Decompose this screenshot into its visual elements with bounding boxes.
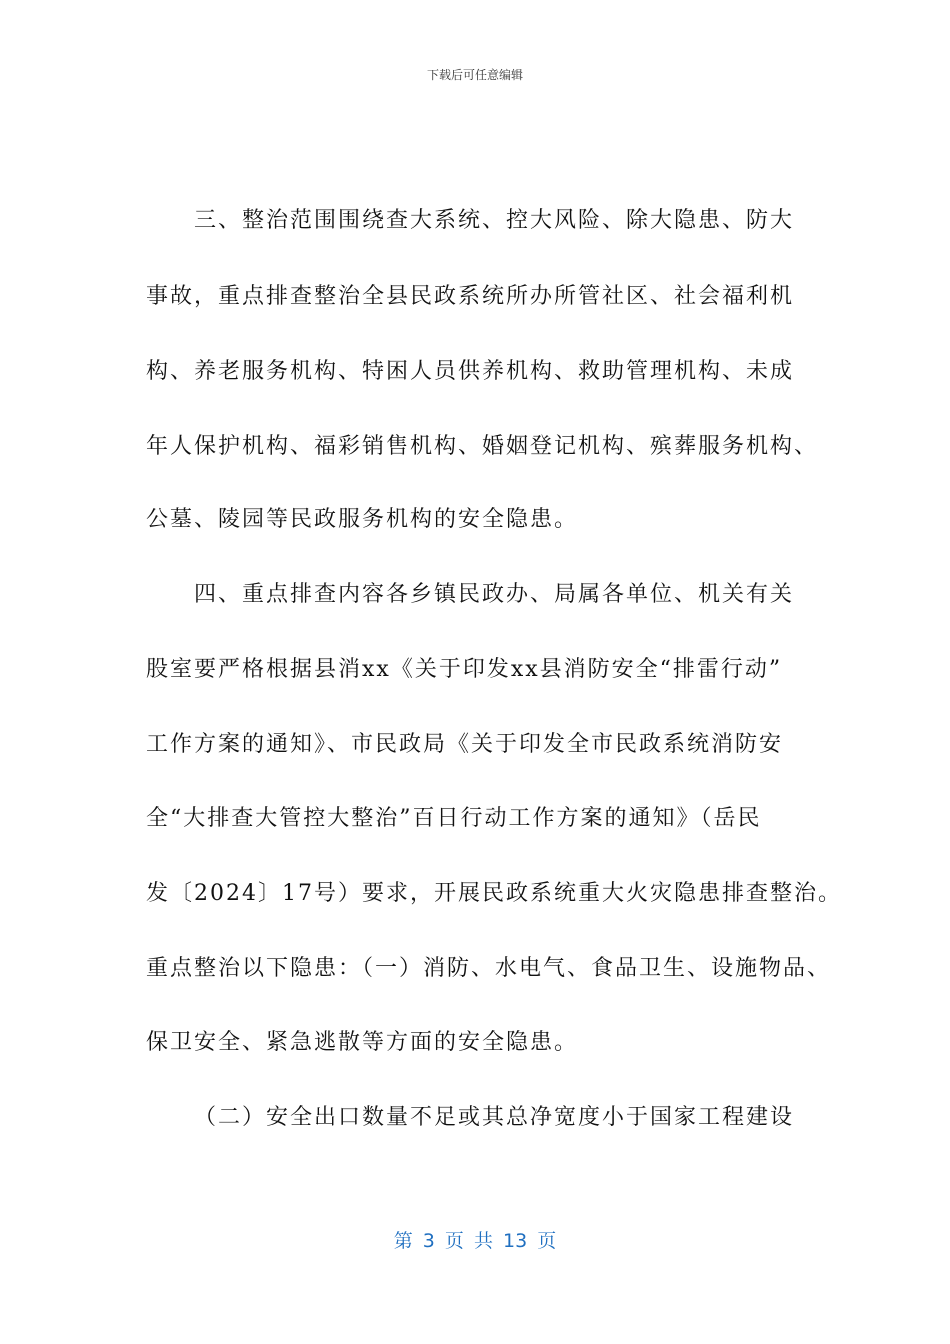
paragraph-line: 保卫安全、紧急逃散等方面的安全隐患。: [146, 1030, 579, 1055]
paragraph-line: 发〔2024〕17号）要求，开展民政系统重大火灾隐患排查整治。: [146, 881, 842, 906]
paragraph-line: 股室要严格根据县消xx《关于印发xx县消防安全“排雷行动”: [146, 657, 783, 682]
paragraph-line: 重点整治以下隐患：（一）消防、水电气、食品卫生、设施物品、: [146, 956, 832, 981]
paragraph-line: （二）安全出口数量不足或其总净宽度小于国家工程建设: [194, 1105, 795, 1130]
paragraph-line: 全“大排查大管控大整治”百日行动工作方案的通知》（岳民: [146, 806, 762, 831]
paragraph-line: 三、整治范围围绕查大系统、控大风险、除大隐患、防大: [194, 208, 795, 233]
page-number-footer: 第 3 页 共 13 页: [393, 1230, 557, 1252]
paragraph-line: 工作方案的通知》、市民政局《关于印发全市民政系统消防安: [146, 732, 784, 757]
paragraph-line: 事故，重点排查整治全县民政系统所办所管社区、社会福利机: [146, 284, 795, 309]
paragraph-line: 四、重点排查内容各乡镇民政办、局属各单位、机关有关: [194, 582, 795, 607]
page-header: 下载后可任意编辑: [426, 68, 523, 82]
paragraph-line: 年人保护机构、福彩销售机构、婚姻登记机构、殡葬服务机构、: [146, 434, 819, 459]
paragraph-line: 构、养老服务机构、特困人员供养机构、救助管理机构、未成: [146, 359, 795, 384]
paragraph-line: 公墓、陵园等民政服务机构的安全隐患。: [146, 507, 579, 532]
